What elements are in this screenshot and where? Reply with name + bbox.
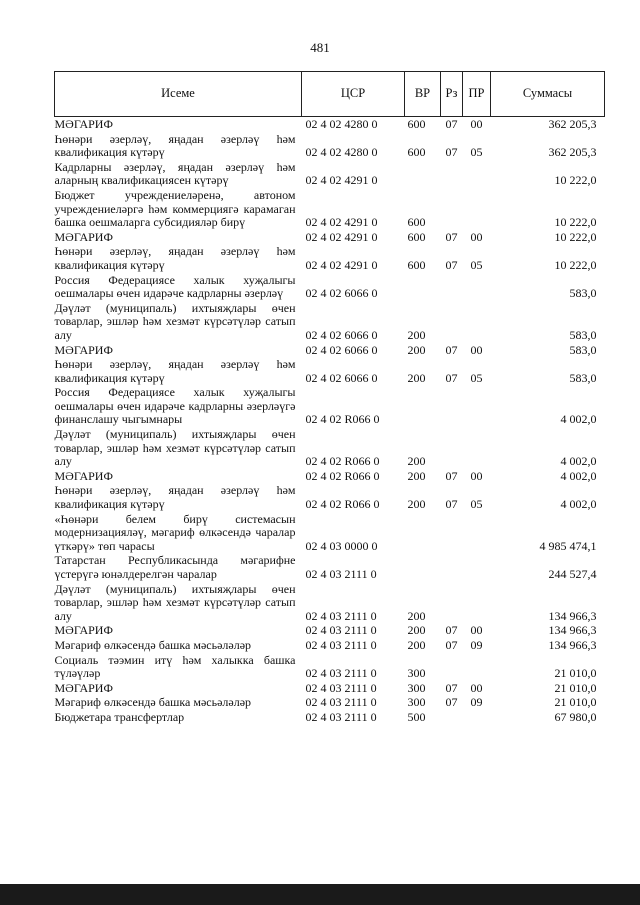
- cell-csr: 02 4 02 R066 0: [305, 454, 380, 469]
- cell-sum: 4 002,0: [560, 412, 597, 427]
- cell-csr: 02 4 02 R066 0: [305, 497, 380, 512]
- cell-name: Мәгариф өлкәсендә башка мәсьәләләр: [54, 695, 252, 710]
- cell-rz: [441, 161, 463, 189]
- cell-pr: [463, 654, 491, 682]
- cell-sum: 10 222,0: [554, 215, 597, 230]
- cell-sum: 21 010,0: [554, 695, 597, 710]
- cell-rz: 07: [445, 468, 458, 483]
- cell-vr: 200: [407, 468, 426, 483]
- cell-vr: [405, 386, 441, 428]
- cell-name: МӘГАРИФ: [54, 342, 113, 357]
- cell-csr: 02 4 02 R066 0: [305, 412, 380, 427]
- cell-name: Дәүләт (муниципаль) ихтыяҗлары өчен товарлар, эшләр һәм хезмәт күрсәтүләр сатып алу: [54, 581, 296, 623]
- cell-pr: 00: [470, 680, 483, 695]
- cell-csr: 02 4 02 4280 0: [305, 145, 378, 160]
- cell-vr: 200: [407, 454, 426, 469]
- cell-rz: [441, 654, 463, 682]
- table-body: [55, 117, 605, 726]
- cell-vr: 200: [407, 370, 426, 385]
- cell-vr: 300: [407, 680, 426, 695]
- cell-rz: 07: [445, 637, 458, 652]
- table-row: [55, 554, 605, 582]
- cell-vr: 200: [407, 623, 426, 638]
- cell-rz: 07: [445, 370, 458, 385]
- cell-csr: 02 4 03 2111 0: [305, 637, 377, 652]
- cell-rz: [441, 583, 463, 625]
- table-row: [55, 484, 605, 512]
- cell-vr: 300: [407, 666, 426, 681]
- cell-sum: 10 222,0: [554, 257, 597, 272]
- cell-pr: [463, 428, 491, 470]
- cell-vr: [405, 554, 441, 582]
- cell-sum: 67 980,0: [554, 709, 597, 724]
- cell-csr: 02 4 02 6066 0: [305, 327, 378, 342]
- table-row: [55, 513, 605, 555]
- cell-name: МӘГАРИФ: [54, 680, 113, 695]
- cell-rz: [441, 386, 463, 428]
- cell-pr: 09: [470, 637, 483, 652]
- cell-csr: 02 4 03 2111 0: [305, 666, 377, 681]
- cell-rz: 07: [445, 680, 458, 695]
- cell-sum: 244 527,4: [548, 567, 597, 581]
- cell-csr: 02 4 03 0000 0: [305, 538, 378, 553]
- header-pr: ПР: [463, 72, 491, 117]
- cell-name: Дәүләт (муниципаль) ихтыяҗлары өчен товарлар, эшләр һәм хезмәт күрсәтүләр сатып алу: [54, 427, 296, 469]
- cell-vr: 200: [407, 608, 426, 623]
- cell-vr: [405, 274, 441, 302]
- cell-name: Һөнәри әзерләү, яңадан әзерләү һәм квалификация күтәрү: [54, 357, 296, 385]
- cell-vr: 200: [407, 497, 426, 512]
- cell-csr: 02 4 02 4280 0: [305, 117, 378, 131]
- cell-vr: 200: [407, 637, 426, 652]
- cell-csr: 02 4 02 4291 0: [305, 257, 378, 272]
- cell-name: Һөнәри әзерләү, яңадан әзерләү һәм квалификация күтәрү: [54, 244, 296, 272]
- cell-vr: 600: [407, 229, 426, 244]
- table-row: [55, 624, 605, 639]
- cell-pr: 00: [470, 342, 483, 357]
- cell-pr: 05: [470, 370, 483, 385]
- cell-rz: [441, 711, 463, 726]
- cell-pr: [463, 161, 491, 189]
- cell-pr: 00: [470, 623, 483, 638]
- cell-rz: 07: [445, 229, 458, 244]
- cell-name: Россия Федерациясе халык хуҗалыгы оешмалары өчен идарәче кадрларны әзерләүгә финанслашу чыгымнары: [54, 385, 296, 427]
- table-row: [55, 189, 605, 231]
- cell-pr: [463, 189, 491, 231]
- cell-vr: [405, 161, 441, 189]
- cell-vr: 600: [407, 145, 426, 160]
- cell-sum: 134 966,3: [548, 608, 597, 623]
- cell-csr: 02 4 03 2111 0: [305, 608, 377, 623]
- cell-sum: 4 002,0: [560, 454, 597, 469]
- cell-pr: 00: [470, 117, 483, 131]
- cell-pr: 05: [470, 145, 483, 160]
- cell-rz: [441, 428, 463, 470]
- header-sum: Суммасы: [491, 72, 605, 117]
- cell-pr: [463, 554, 491, 582]
- cell-sum: 4 002,0: [560, 497, 597, 512]
- cell-pr: [463, 386, 491, 428]
- cell-csr: 02 4 02 6066 0: [305, 370, 378, 385]
- table-row: [55, 639, 605, 654]
- cell-rz: [441, 513, 463, 555]
- table-row: [55, 274, 605, 302]
- cell-csr: 02 4 03 2111 0: [305, 709, 377, 724]
- cell-csr: 02 4 03 2111 0: [305, 695, 377, 710]
- cell-csr: 02 4 03 2111 0: [305, 623, 377, 638]
- table-row: [55, 711, 605, 726]
- budget-table: [54, 71, 605, 726]
- cell-name: «Һөнәри белем бирү системасын модернизацияләү, мәгариф өлкәсендә чаралар үткәрү» төп чарасы: [54, 511, 296, 553]
- cell-vr: [405, 513, 441, 555]
- cell-sum: 21 010,0: [554, 666, 597, 681]
- cell-sum: 10 222,0: [554, 229, 597, 244]
- table-row: [55, 428, 605, 470]
- cell-csr: 02 4 03 2111 0: [305, 680, 377, 695]
- cell-name: МӘГАРИФ: [54, 623, 113, 638]
- cell-name: Мәгариф өлкәсендә башка мәсьәләләр: [54, 637, 252, 652]
- table-row: [55, 583, 605, 625]
- page-number: 481: [310, 40, 330, 55]
- cell-name: МӘГАРИФ: [54, 117, 113, 131]
- cell-name: Һөнәри әзерләү, яңадан әзерләү һәм квалификация күтәрү: [54, 131, 296, 160]
- cell-name: Дәүләт (муниципаль) ихтыяҗлары өчен товарлар, эшләр һәм хезмәт күрсәтүләр сатып алу: [54, 300, 296, 342]
- cell-name: Һөнәри әзерләү, яңадан әзерләү һәм квалификация күтәрү: [54, 483, 296, 512]
- cell-vr: 600: [407, 215, 426, 230]
- cell-name: Бюджет учреждениеләренә, автоном учреждениеләргә һәм коммерциягә карамаган башка оешмаларга субсидияләр бирү: [54, 187, 296, 230]
- scan-bottom-edge: [0, 884, 640, 905]
- cell-pr: [463, 711, 491, 726]
- cell-name: МӘГАРИФ: [54, 468, 113, 483]
- cell-sum: 134 966,3: [548, 637, 597, 652]
- cell-sum: 583,0: [569, 286, 597, 301]
- cell-rz: 07: [445, 623, 458, 638]
- cell-csr: 02 4 02 4291 0: [305, 173, 378, 188]
- cell-vr: 300: [407, 695, 426, 710]
- table-row: [55, 696, 605, 711]
- cell-name: Кадрларны әзерләү, яңадан әзерләү һәм аларның квалификациясен күтәрү: [54, 159, 296, 188]
- cell-rz: 07: [445, 497, 458, 512]
- cell-sum: 4 985 474,1: [539, 538, 597, 553]
- cell-vr: 500: [407, 709, 426, 724]
- cell-csr: 02 4 02 R066 0: [305, 468, 380, 483]
- header-csr: ЦСР: [302, 72, 405, 117]
- table-row: [55, 245, 605, 273]
- cell-rz: 07: [445, 342, 458, 357]
- table-row: [55, 344, 605, 359]
- cell-sum: 21 010,0: [554, 680, 597, 695]
- cell-pr: 09: [470, 695, 483, 710]
- cell-pr: [463, 274, 491, 302]
- cell-name: Россия Федерациясе халык хуҗалыгы оешмалары өчен идарәче кадрларны әзерләү: [54, 272, 296, 301]
- table-row: [55, 161, 605, 189]
- cell-rz: 07: [445, 145, 458, 160]
- cell-rz: [441, 189, 463, 231]
- cell-sum: 10 222,0: [554, 173, 597, 188]
- cell-pr: 00: [470, 468, 483, 483]
- cell-sum: 362 205,3: [548, 117, 597, 131]
- header-rz: Рз: [441, 72, 463, 117]
- table-row: [55, 386, 605, 428]
- table-row: [55, 470, 605, 485]
- cell-csr: 02 4 02 4291 0: [305, 229, 378, 244]
- table-row: [55, 654, 605, 682]
- cell-rz: 07: [445, 257, 458, 272]
- cell-vr: 600: [407, 257, 426, 272]
- cell-sum: 583,0: [569, 342, 597, 357]
- cell-name: МӘГАРИФ: [54, 229, 113, 244]
- cell-rz: 07: [445, 695, 458, 710]
- cell-csr: 02 4 02 6066 0: [305, 286, 378, 301]
- table-row: [55, 358, 605, 386]
- cell-pr: 00: [470, 229, 483, 244]
- cell-name: Бюджетара трансфертлар: [54, 709, 185, 724]
- cell-name: Социаль тәэмин итү һәм халыкка башка түләүләр: [54, 652, 296, 681]
- header-vr: ВР: [405, 72, 441, 117]
- cell-sum: 583,0: [569, 370, 597, 385]
- cell-pr: 05: [470, 497, 483, 512]
- table-row: [55, 682, 605, 697]
- cell-rz: [441, 554, 463, 582]
- cell-csr: 02 4 02 4291 0: [305, 215, 378, 230]
- table-row: [55, 302, 605, 344]
- cell-rz: 07: [445, 117, 458, 131]
- table-header: [55, 72, 605, 117]
- cell-pr: [463, 583, 491, 625]
- cell-name: Татарстан Республикасында мәгарифне үстерүгә юнәлдерелгән чаралар: [54, 553, 296, 581]
- cell-rz: [441, 302, 463, 344]
- cell-sum: 4 002,0: [560, 468, 597, 483]
- cell-sum: 134 966,3: [548, 623, 597, 638]
- cell-pr: 05: [470, 257, 483, 272]
- cell-sum: 583,0: [569, 327, 597, 342]
- cell-csr: 02 4 02 6066 0: [305, 342, 378, 357]
- cell-pr: [463, 302, 491, 344]
- cell-vr: 600: [407, 117, 426, 131]
- cell-vr: 200: [407, 342, 426, 357]
- cell-sum: 362 205,3: [548, 145, 597, 160]
- table-row: [55, 231, 605, 246]
- table-row: [55, 117, 605, 133]
- cell-csr: 02 4 03 2111 0: [305, 567, 377, 581]
- table-row: [55, 133, 605, 161]
- cell-rz: [441, 274, 463, 302]
- cell-vr: 200: [407, 327, 426, 342]
- header-name: Исеме: [55, 72, 302, 117]
- cell-pr: [463, 513, 491, 555]
